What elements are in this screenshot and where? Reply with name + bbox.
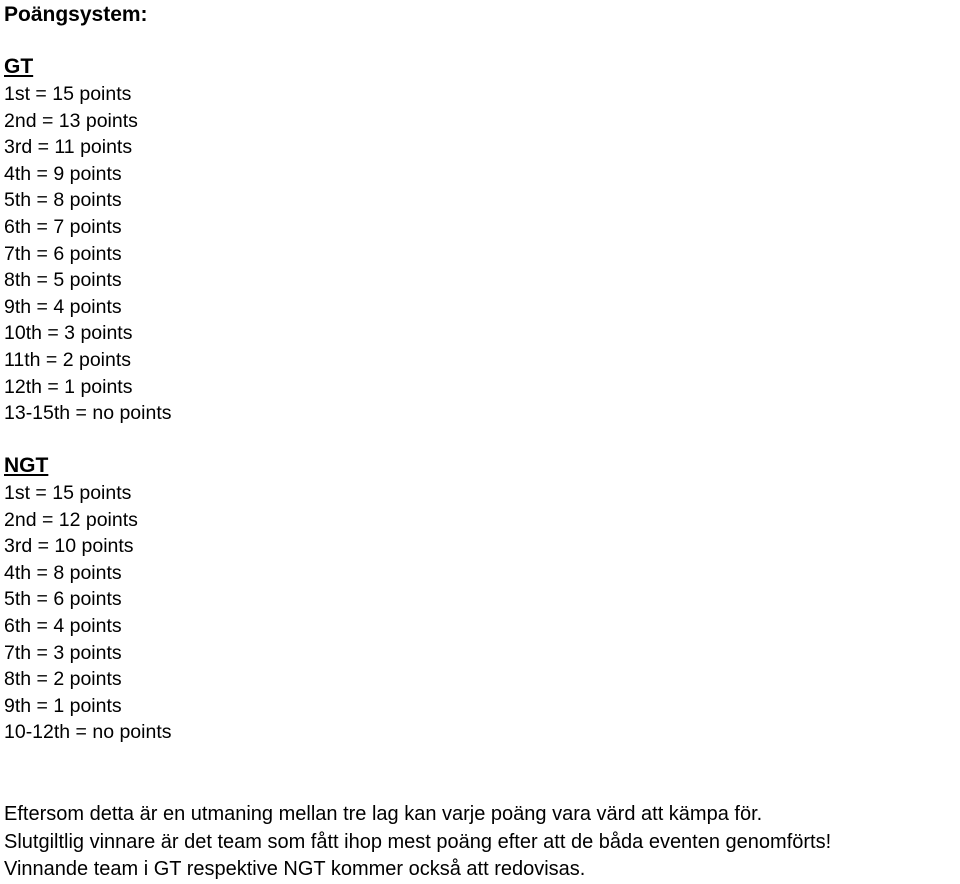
page-title: Poängsystem: [4, 3, 148, 26]
list-item: 11th = 2 points [4, 348, 132, 371]
list-item: 8th = 2 points [4, 668, 122, 691]
list-item: 10th = 3 points [4, 322, 133, 345]
list-item: 3rd = 11 points [4, 136, 133, 159]
list-item: 8th = 5 points [4, 269, 122, 292]
list-item: 9th = 1 points [4, 694, 122, 717]
list-item: 2nd = 12 points [4, 508, 138, 531]
list-item: 5th = 8 points [4, 189, 122, 212]
list-item: 2nd = 13 points [4, 109, 138, 132]
list-item: 1st = 15 points [4, 83, 132, 105]
list-item: 6th = 7 points [4, 215, 122, 238]
list-item: 12th = 1 points [4, 375, 133, 398]
list-item: 13-15th = no points [4, 402, 172, 425]
section-heading-ngt: NGT [4, 454, 49, 477]
footer-line: Eftersom detta är en utmaning mellan tre lag kan varje poäng vara värd att kämpa för. [4, 803, 763, 825]
list-item: 4th = 8 points [4, 561, 122, 584]
section-heading-gt: GT [4, 55, 34, 78]
footer-line: Slutgiltlig vinnare är det team som fått ihop mest poäng efter att de båda eventen genomförts! [4, 830, 832, 853]
points-list-gt [4, 81, 172, 427]
list-item: 7th = 6 points [4, 242, 122, 265]
list-item: 7th = 3 points [4, 641, 122, 664]
list-item: 3rd = 10 points [4, 535, 134, 558]
list-item: 9th = 4 points [4, 295, 122, 318]
list-item: 5th = 6 points [4, 588, 122, 611]
list-item: 4th = 9 points [4, 162, 122, 185]
footer-text [4, 801, 960, 884]
list-item: 1st = 15 points [4, 482, 132, 504]
points-list-ngt [4, 480, 172, 746]
footer-line: Vinnande team i GT respektive NGT kommer också att redovisas. [4, 858, 586, 880]
list-item: 10-12th = no points [4, 721, 172, 744]
list-item: 6th = 4 points [4, 614, 122, 637]
